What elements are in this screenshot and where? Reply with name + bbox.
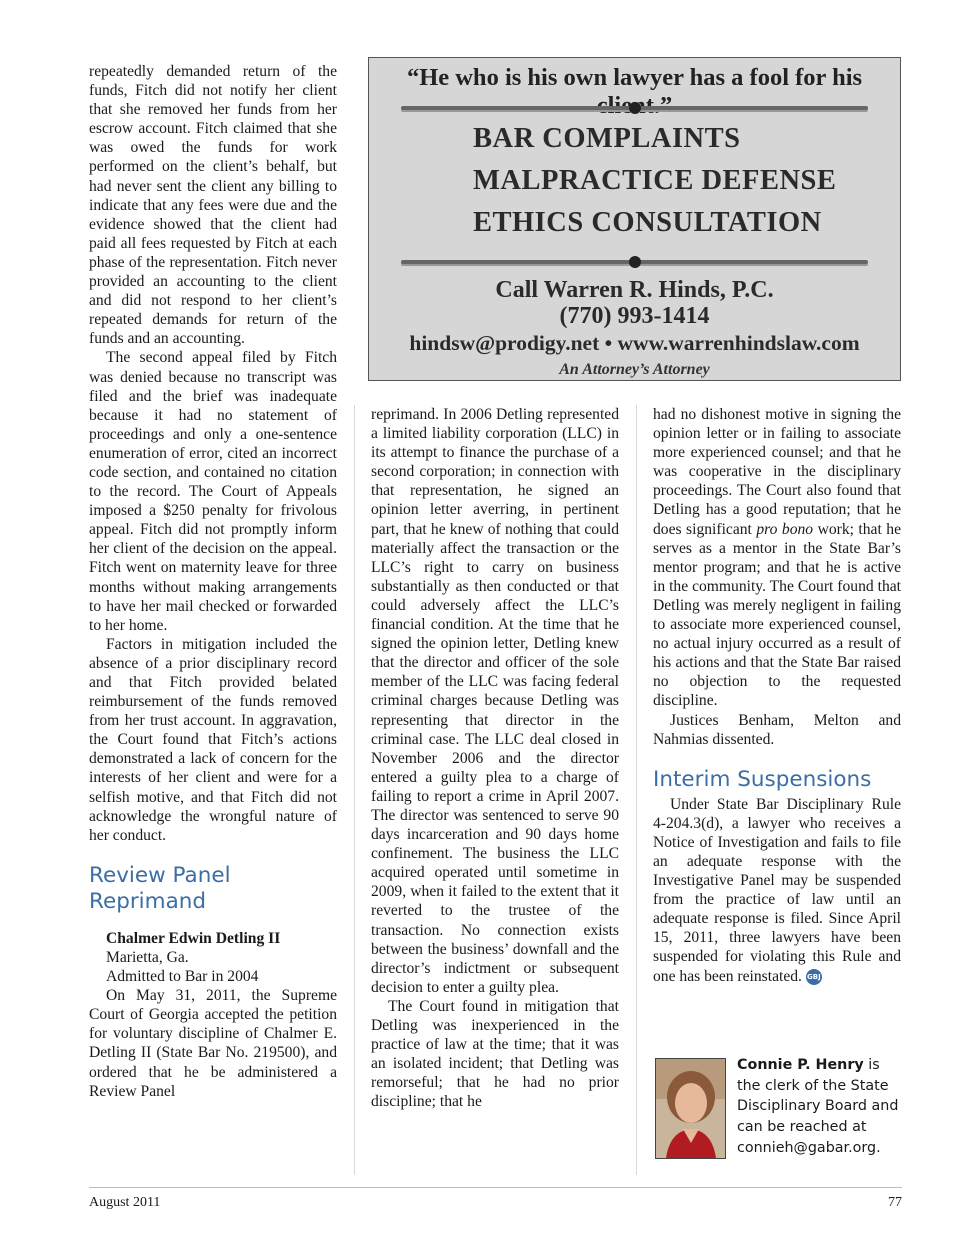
- attorney-city: Marietta, Ga.: [106, 948, 189, 966]
- paragraph: repeatedly demanded return of the funds, Fitch did not notify her client that she removed her funds from her escrow account. Fitch claimed that she was owed the funds for work performed on the client’s behalf, but had never sent the client any billing to indicate that any fees were due and the evidence showed that the client had paid all fees requested by Fitch at each phase of the representation. Fitch never provided an accounting to the client and did not respond to her client’s repeated demands for return of the funds and an accounting.: [89, 63, 337, 348]
- advertisement-box: [368, 57, 901, 381]
- italic-text: pro bono: [756, 520, 814, 538]
- footer-rule: [89, 1187, 902, 1188]
- paragraph: Justices Benham, Melton and Nahmias dissented.: [653, 711, 901, 748]
- column-divider: [636, 405, 637, 1175]
- ad-divider: [401, 260, 868, 264]
- ad-service: ETHICS CONSULTATION: [473, 207, 822, 238]
- ad-contact: hindsw@prodigy.net • www.warrenhindslaw.com: [409, 331, 860, 355]
- section-heading-interim: Interim Suspensions: [653, 766, 872, 792]
- attorney-admitted: Admitted to Bar in 2004: [106, 968, 259, 986]
- paragraph: Factors in mitigation included the absence of a prior disciplinary record and that Fitch provided belated reimbursement of the funds removed from her trust account. In aggravation, the Court found that Fitch’s actions demonstrated a lack of concern for the interests of her client and were for a selfish motive, and that Fitch did not acknowledge the wrongful nature of her conduct.: [89, 635, 337, 844]
- paragraph: Under State Bar Disciplinary Rule 4-204.3(d), a lawyer who receives a Notice of Investigation and fails to file an adequate response with the Investigative Panel may be suspended from the practice of law until an adequate response is filed. Since April 15, 2011, three lawyers have been suspended for violating this Rule and one has been reinstated. GBJ: [653, 795, 901, 985]
- author-bio: Connie P. Henry is the clerk of the State Disciplinary Board and can be reached at connieh@gabar.org.: [737, 1057, 899, 1156]
- gbj-badge-icon: GBJ: [806, 969, 822, 985]
- author-photo: [655, 1058, 726, 1159]
- section-heading-review-panel: Review Panel Reprimand: [89, 862, 231, 914]
- column-1: [89, 62, 337, 1101]
- ad-service: MALPRACTICE DEFENSE: [473, 165, 837, 196]
- paragraph: had no dishonest motive in signing the opinion letter or in failing to associate more experienced counsel; and that he was cooperative in the disciplinary proceedings. The Court also found that Detling has a good reputation; that he does significant pro bono work; that he serves as a mentor in the State Bar’s mentor program; and that he is active in the community. The Court found that Detling was merely negligent in failing to associate more experienced counsel, no actual injury occurred as a result of his actions and that the State Bar raised no objection to the requested discipline.: [653, 406, 901, 710]
- column-divider: [354, 405, 355, 1175]
- attorney-name: Chalmer Edwin Detling II: [106, 929, 281, 947]
- ad-tagline: An Attorney’s Attorney: [559, 361, 710, 378]
- paragraph: The second appeal filed by Fitch was denied because no transcript was filed and the brief was inadequate because it had no statement of proceedings and only a one-sentence enumeration of error, cited an incorrect code section, and contained no citation to the record. The Court of Appeals imposed a $250 penalty for frivolous appeal. Fitch did not promptly inform her client of the decision on the appeal. Fitch went on maternity leave for three months without making arrangements to have her mail checked or forwarded to her home.: [89, 349, 337, 634]
- ad-quote: “He who is his own lawyer has a fool for his: [406, 64, 863, 91]
- ad-call: Call Warren R. Hinds, P.C.: [495, 277, 774, 303]
- ad-divider: [401, 106, 868, 110]
- author-name: Connie P. Henry: [737, 1057, 864, 1073]
- column-3: [653, 405, 901, 986]
- ad-phone: (770) 993-1414: [559, 303, 710, 329]
- paragraph: reprimand. In 2006 Detling represented a limited liability corporation (LLC) in its attempt to finance the purchase of a second corporation; in connection with that representation, he signed an opinion letter averring, in pertinent part, that he knew of nothing that could materially affect the transaction or the LLC’s right to carry on business substantially as then conducted or that could adversely affect the LLC’s financial condition. At the time that he signed the opinion letter, Detling knew that the director and officer of the sole member of the LLC was facing federal criminal charges because Detling was representing that director in the criminal case. The LLC deal closed in November 2006 and the director entered a guilty plea to a charge of failing to report a crime in April 2007. The director was sentenced to serve 90 days incarceration and 90 days home confinement. The business the LLC acquired operated until sometime in 2009, when it failed to the extent that it reverted to the trustee of the transaction. No connection exists between the business’ downfall and the director’s indictment or subsequent decision to enter a guilty plea.: [371, 406, 619, 996]
- column-2: [371, 405, 619, 1111]
- paragraph: The Court found in mitigation that Detling was inexperienced in the practice of law at the time; that it was an isolated incident; that Detling was remorseful; that he had no prior discipline; that he: [371, 997, 619, 1111]
- paragraph: On May 31, 2011, the Supreme Court of Georgia accepted the petition for voluntary discipline of Chalmer E. Detling II (State Bar No. 219500), and ordered that he be administered a Review Panel: [89, 987, 337, 1100]
- ad-service: BAR COMPLAINTS: [473, 123, 741, 154]
- footer-date: August 2011: [89, 1195, 161, 1210]
- page-number: 77: [888, 1195, 902, 1210]
